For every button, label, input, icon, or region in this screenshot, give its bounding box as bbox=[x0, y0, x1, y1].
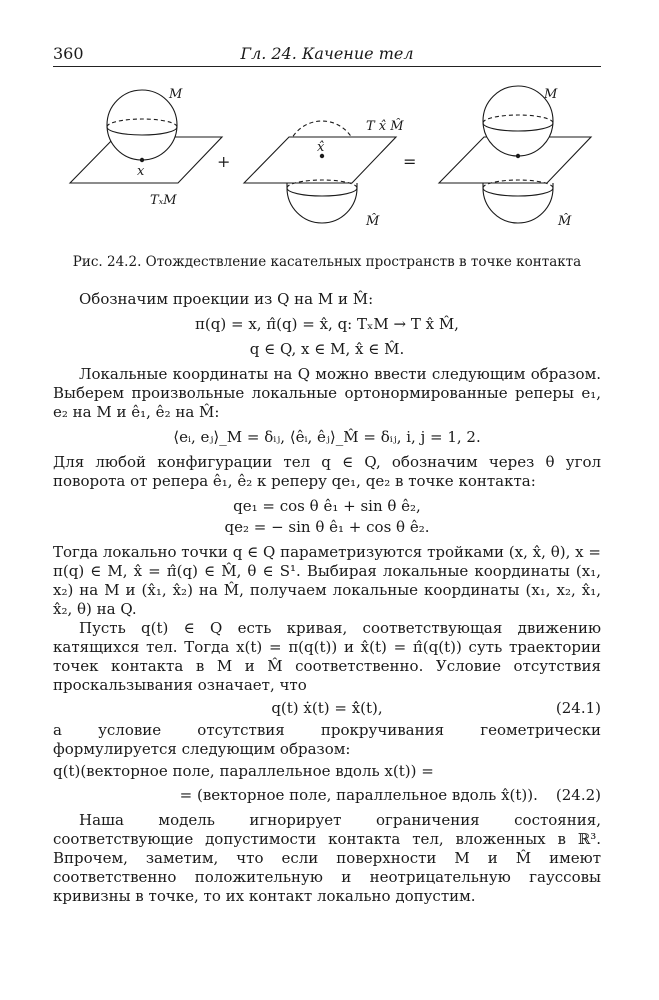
sphere-mhat-equator-front bbox=[287, 188, 357, 196]
paragraph: Обозначим проекции из Q на M и M̂: bbox=[79, 290, 374, 308]
label-m-left: M bbox=[169, 87, 183, 102]
header-rule bbox=[53, 66, 601, 67]
paragraph: Тогда локально точки q ∈ Q параметризуются тройками (x, x̂, θ), x = π(q) ∈ M, x̂ = π̂(q) ∈ M̂, θ ∈ S¹. Выбирая локальные координаты (x₁, x₂) на M и (x̂₁, x̂₂) на M̂, получаем локальные координаты (x₁, x₂, x̂₁, x̂₂, θ) на Q. bbox=[53, 543, 601, 618]
main-text bbox=[53, 290, 601, 906]
equation-no-slip: q(t) ẋ(t) = x̂̇(t), bbox=[271, 699, 383, 717]
equation-number: (24.1) bbox=[555, 699, 601, 717]
equation-no-twist-line-2-row bbox=[53, 783, 601, 811]
paragraph: а условие отсутствия прокручивания геометрически формулируется следующим образом: bbox=[53, 721, 601, 758]
equation-number: (24.2) bbox=[555, 786, 601, 804]
middle-panel bbox=[244, 118, 404, 229]
label-m-right: M bbox=[544, 87, 558, 102]
paragraph: Пусть q(t) ∈ Q есть кривая, соответствующая движению катящихся тел. Тогда x(t) = π(q(t)) и x̂(t) = π̂(q(t)) суть траектории точек контакта в M и M̂ соответственно. Условие отсутствия проскальзывания означает, что bbox=[53, 619, 601, 694]
figure-tangent-spaces bbox=[53, 80, 601, 240]
paragraph: Для любой конфигурации тел q ∈ Q, обозначим через θ угол поворота от репера ê₁, ê₂ к реперу qe₁, qe₂ в точке контакта: bbox=[53, 453, 601, 490]
sphere-m-right bbox=[483, 86, 553, 156]
label-txm: TₓM bbox=[150, 193, 177, 208]
equation-rotation-1: qe₁ = cos θ ê₁ + sin θ ê₂, bbox=[233, 497, 421, 515]
plus-sign: + bbox=[217, 152, 231, 171]
page-header bbox=[53, 44, 601, 68]
page-number: 360 bbox=[53, 44, 84, 63]
equation-projections: π(q) = x, π̂(q) = x̂, q: TₓM → T x̂ M̂, bbox=[195, 315, 459, 333]
equation-orthonormal: ⟨eᵢ, eⱼ⟩_M = δᵢⱼ, ⟨êᵢ, êⱼ⟩_M̂ = δᵢⱼ, i, j = 1, 2. bbox=[173, 428, 481, 446]
contact-point-x bbox=[140, 158, 144, 162]
label-xhat: x̂ bbox=[317, 140, 325, 155]
equation-no-twist-line-1: q(t)(векторное поле, параллельное вдоль x(t)) = bbox=[53, 762, 434, 780]
sphere-mhat-right-equator-front bbox=[483, 188, 553, 196]
equals-sign: = bbox=[403, 152, 417, 171]
equation-rotation-2: qe₂ = − sin θ ê₁ + cos θ ê₂. bbox=[224, 518, 430, 536]
label-txhat-mhat: T x̂ M̂ bbox=[366, 119, 404, 134]
right-panel bbox=[439, 86, 591, 229]
label-mhat-right: M̂ bbox=[558, 214, 572, 229]
left-panel bbox=[70, 87, 222, 208]
contact-point-right bbox=[516, 154, 520, 158]
equation-membership: q ∈ Q, x ∈ M, x̂ ∈ M̂. bbox=[249, 340, 405, 358]
label-x: x bbox=[137, 164, 145, 179]
running-title: Гл. 24. Качение тел bbox=[240, 44, 414, 63]
equation-no-twist-line-2: = (векторное поле, параллельное вдоль x̂(t)). bbox=[179, 786, 538, 804]
paragraph: Локальные координаты на Q можно ввести следующим образом. Выберем произвольные локальные ортонормированные реперы e₁, e₂ на M и ê₁, ê₂ на M̂: bbox=[53, 365, 601, 421]
equation-no-slip-row bbox=[53, 695, 601, 721]
paragraph: Наша модель игнорирует ограничения состояния, соответствующие допустимости контакта тел, вложенных в ℝ³. Впрочем, заметим, что если поверхности M и M̂ имеют соответственно положительную и неотрицательную гауссовы кривизны в точке, то их контакт локально допустим. bbox=[53, 811, 601, 905]
label-mhat-middle: M̂ bbox=[366, 214, 380, 229]
figure-caption: Рис. 24.2. Отождествление касательных пространств в точке контакта bbox=[72, 254, 582, 270]
figure-drawing bbox=[53, 80, 601, 240]
sphere-m-left bbox=[107, 90, 177, 160]
